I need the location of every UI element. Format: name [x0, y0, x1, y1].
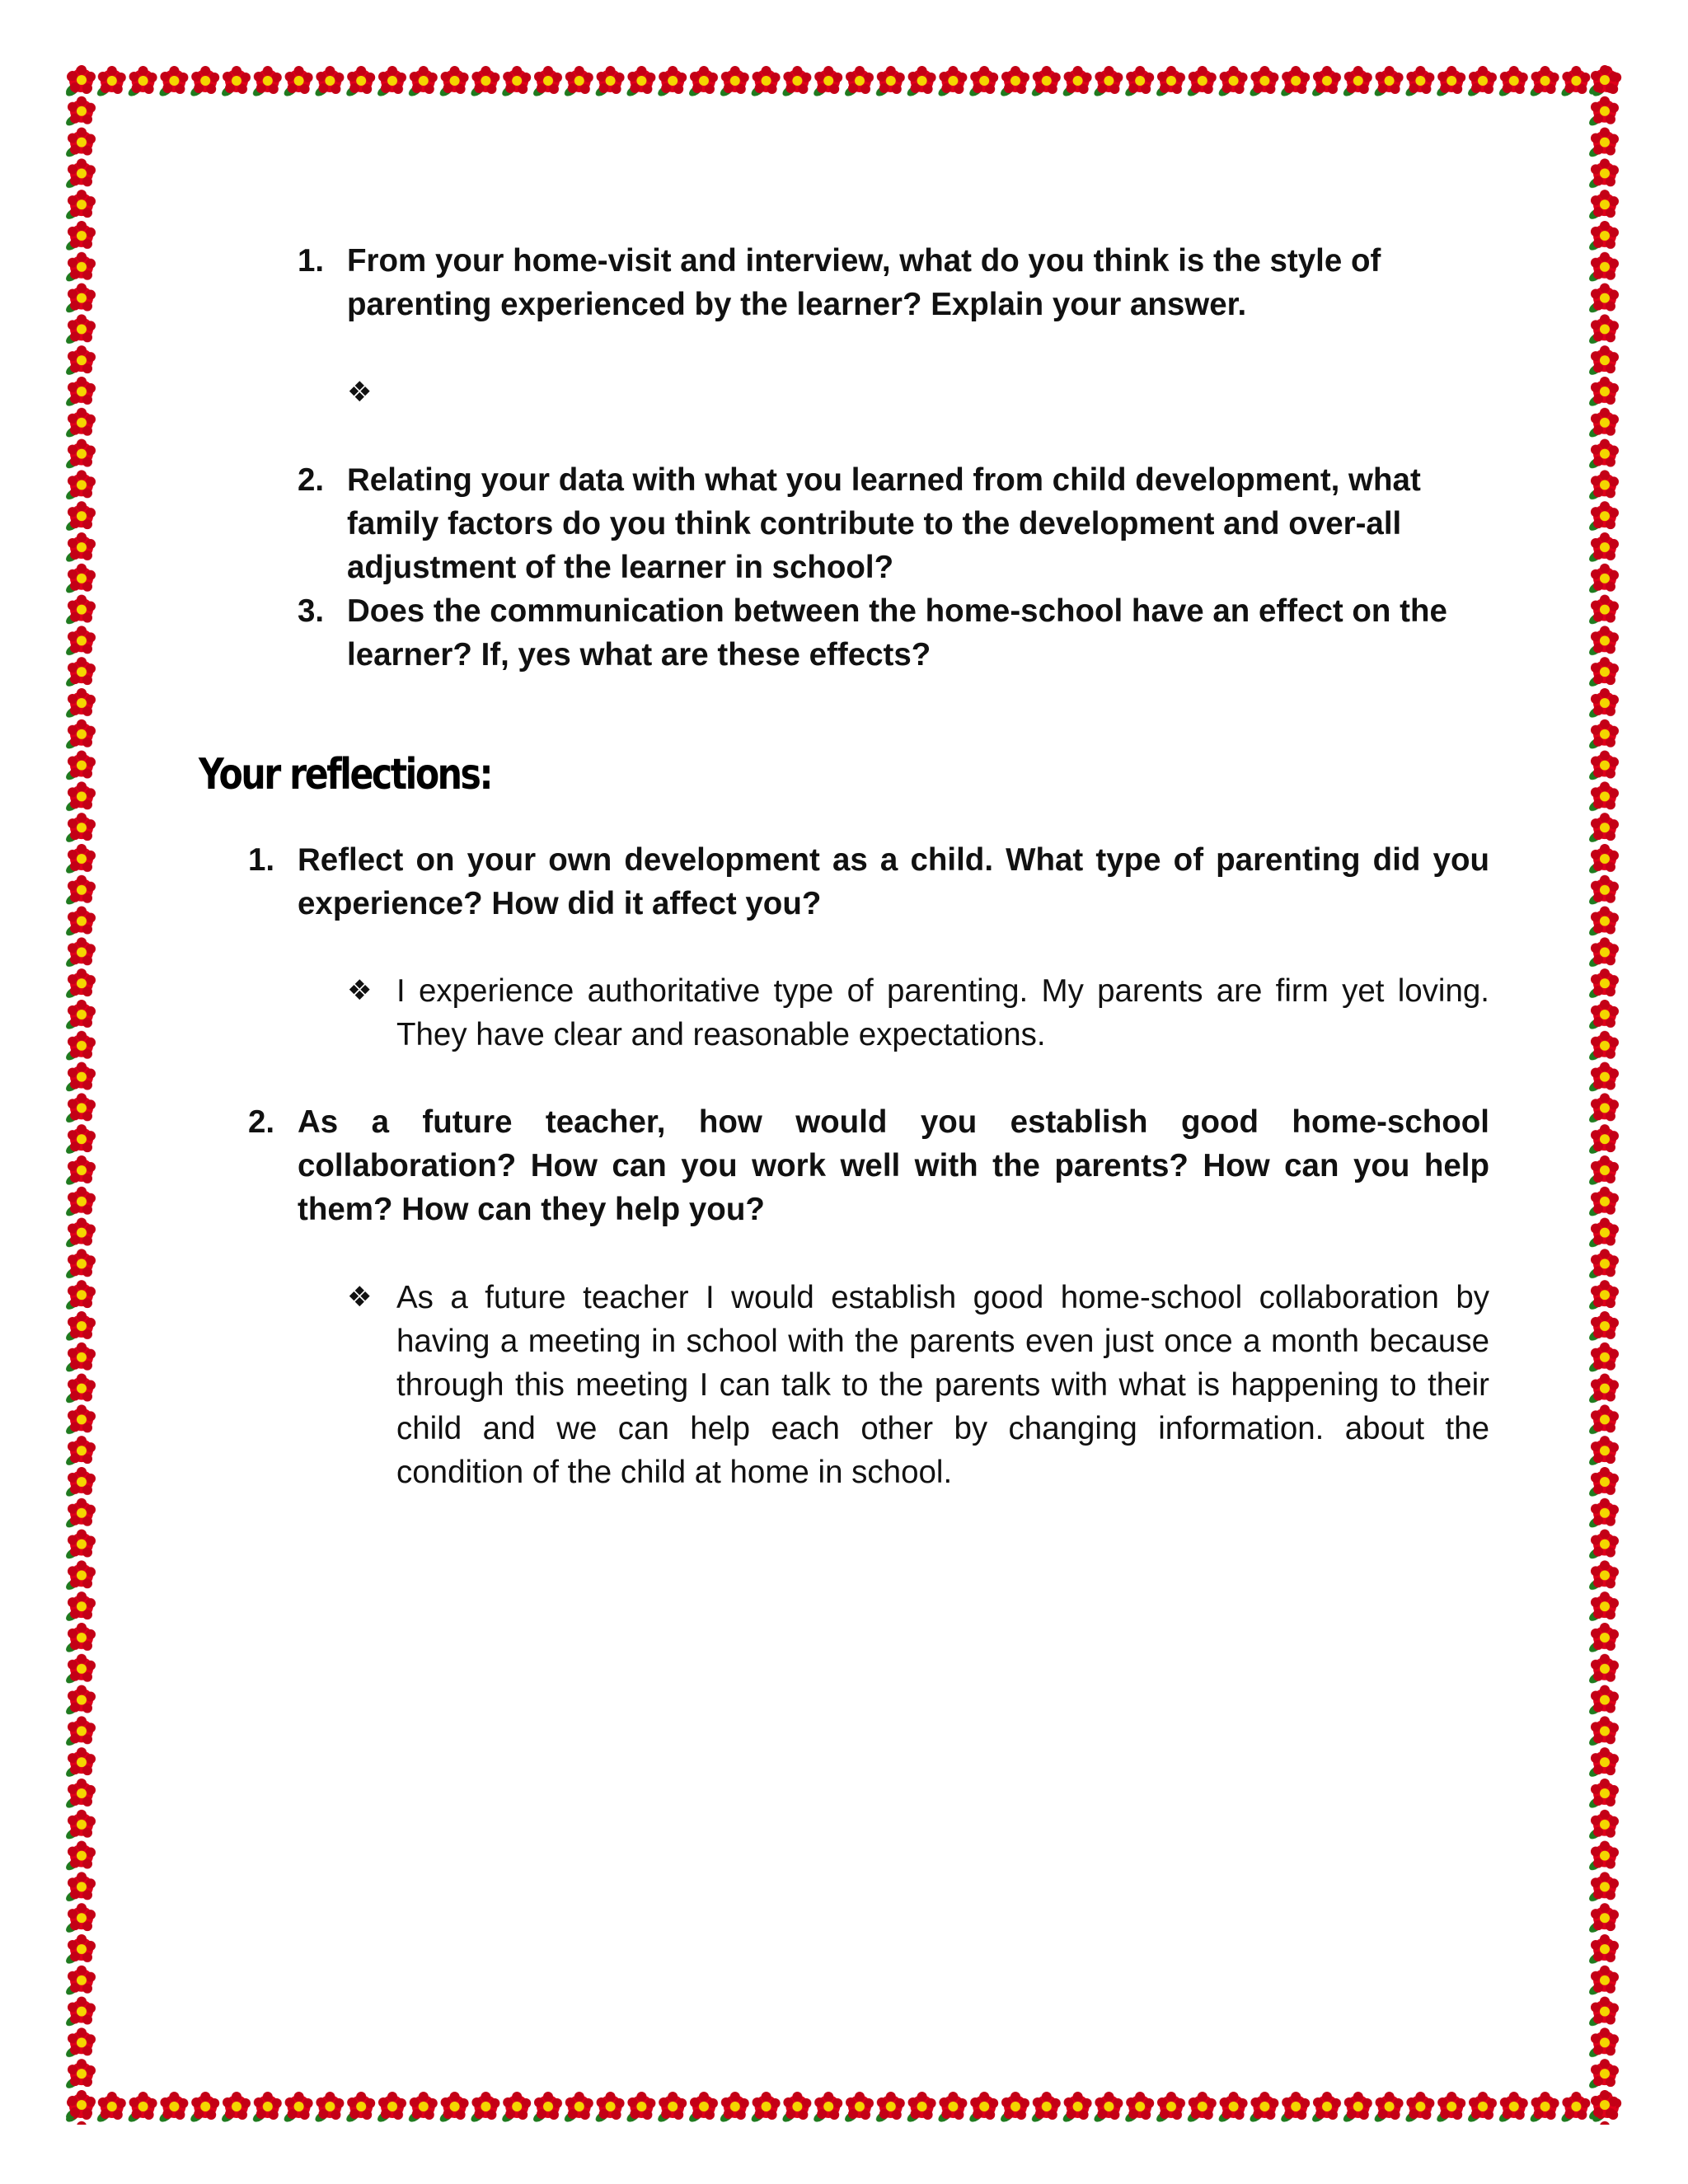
diamond-bullet-icon: ❖ — [347, 975, 373, 1006]
analysis-question-1 — [298, 239, 1468, 326]
question-number: 3. — [298, 593, 325, 629]
reflections-heading: Your reflections: — [199, 750, 492, 799]
answer-text: As a future teacher I would establish good home-school collaboration by having a meeting in school with the parents even just once a month because through this meeting I can talk to the parents with what is happening to their child and we can help each other by changing information. about the condition of the child at home in school. — [396, 1280, 1489, 1490]
diamond-bullet-icon: ❖ — [347, 377, 373, 408]
question-text: From your home-visit and interview, what do you think is the style of parenting experienced by the learner? Explain your answer. — [347, 243, 1381, 322]
analysis-question-3 — [298, 589, 1468, 677]
question-text: Relating your data with what you learned from child development, what family factors do you think contribute to the development and over-all adjustment of the learner in school? — [347, 462, 1421, 585]
question-number: 1. — [248, 842, 275, 878]
reflection-answer-1 — [347, 969, 1489, 1057]
reflection-question-2 — [248, 1100, 1489, 1231]
question-text: As a future teacher, how would you establish good home-school collaboration? How can you work well with the parents? How can you help them? How can they help you? — [298, 1104, 1489, 1227]
question-text: Does the communication between the home-school have an effect on the learner? If, yes what are these effects? — [347, 593, 1447, 673]
analysis-question-2 — [298, 458, 1468, 589]
question-number: 2. — [248, 1104, 275, 1140]
analysis-question-list-continued — [298, 458, 1468, 677]
reflection-answer-2 — [347, 1276, 1489, 1494]
question-number: 2. — [298, 462, 325, 498]
answer-text: I experience authoritative type of parenting. My parents are firm yet loving. They have clear and reasonable expectations. — [396, 973, 1489, 1052]
question-text: Reflect on your own development as a child. What type of parenting did you experience? How did it affect you? — [298, 842, 1489, 921]
reflection-question-1 — [248, 838, 1489, 926]
question-number: 1. — [298, 243, 325, 279]
analysis-question-list — [298, 239, 1468, 326]
diamond-bullet-icon: ❖ — [347, 1282, 373, 1313]
